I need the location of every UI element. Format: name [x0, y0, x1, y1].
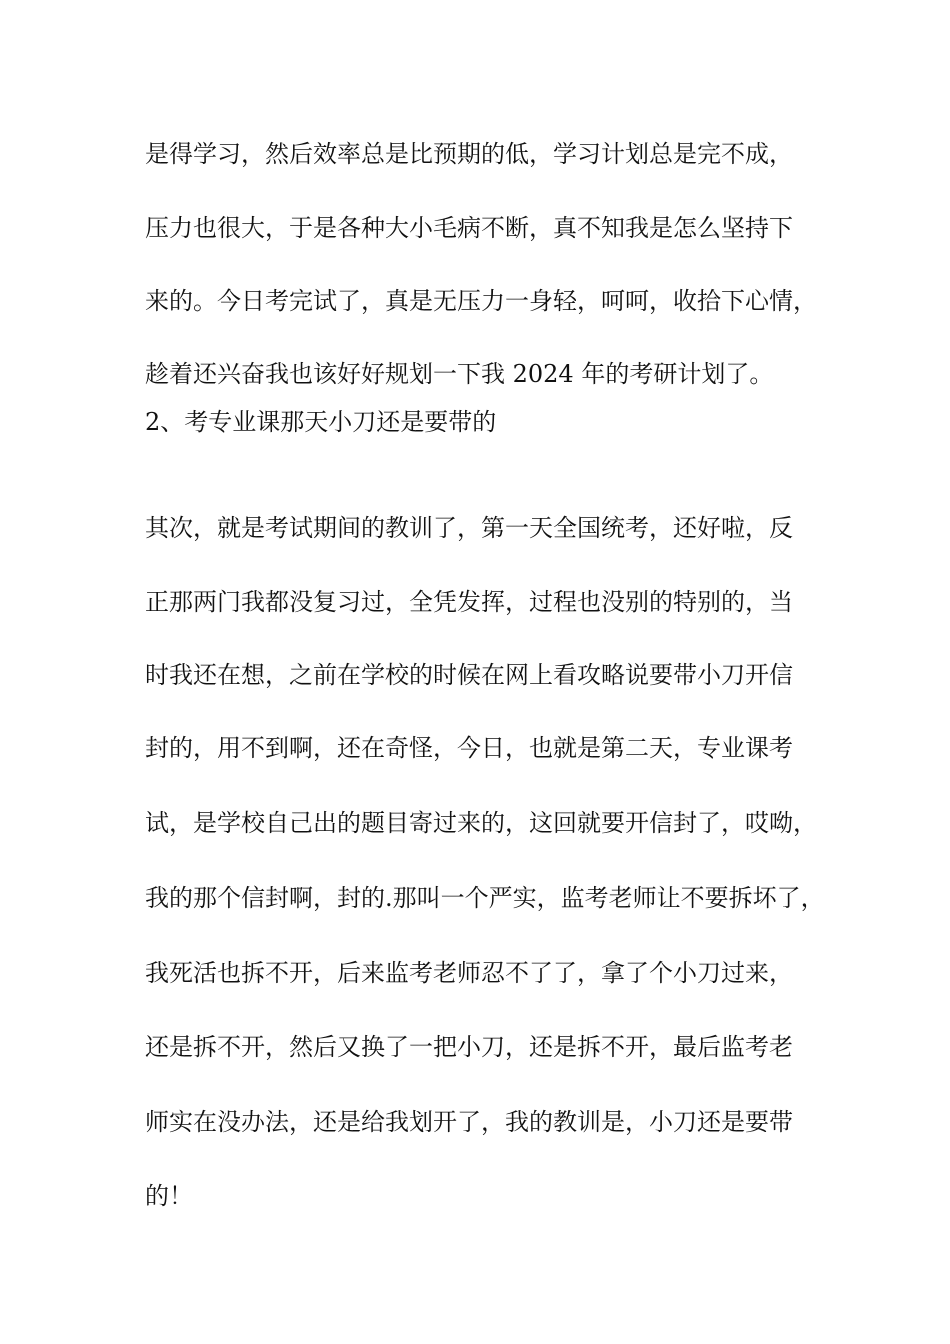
paragraph-line: 我的那个信封啊，封的.那叫一个严实，监考老师让不要拆坏了，	[145, 884, 825, 912]
paragraph-line: 趁着还兴奋我也该好好规划一下我 2024 年的考研计划了。	[145, 360, 774, 388]
paragraph-line: 正那两门我都没复习过，全凭发挥，过程也没别的特别的，当	[145, 588, 793, 616]
paragraph-line: 时我还在想，之前在学校的时候在网上看攻略说要带小刀开信	[145, 661, 793, 689]
paragraph-line: 封的，用不到啊，还在奇怪，今日，也就是第二天，专业课考	[145, 734, 793, 762]
paragraph-line: 其次，就是考试期间的教训了，第一天全国统考，还好啦，反	[145, 514, 793, 542]
section-heading: 2、考专业课那天小刀还是要带的	[145, 408, 497, 436]
paragraph-line: 试，是学校自己出的题目寄过来的，这回就要开信封了，哎呦，	[145, 809, 817, 837]
paragraph-line: 是得学习，然后效率总是比预期的低，学习计划总是完不成，	[145, 140, 793, 168]
paragraph-line: 师实在没办法，还是给我划开了，我的教训是，小刀还是要带	[145, 1108, 793, 1136]
paragraph-line: 的！	[145, 1182, 193, 1210]
paragraph-line: 我死活也拆不开，后来监考老师忍不了了，拿了个小刀过来，	[145, 959, 793, 987]
paragraph-line: 还是拆不开，然后又换了一把小刀，还是拆不开，最后监考老	[145, 1033, 793, 1061]
paragraph-line: 来的。今日考完试了，真是无压力一身轻，呵呵，收拾下心情，	[145, 287, 817, 315]
paragraph-line: 压力也很大，于是各种大小毛病不断，真不知我是怎么坚持下	[145, 214, 793, 242]
